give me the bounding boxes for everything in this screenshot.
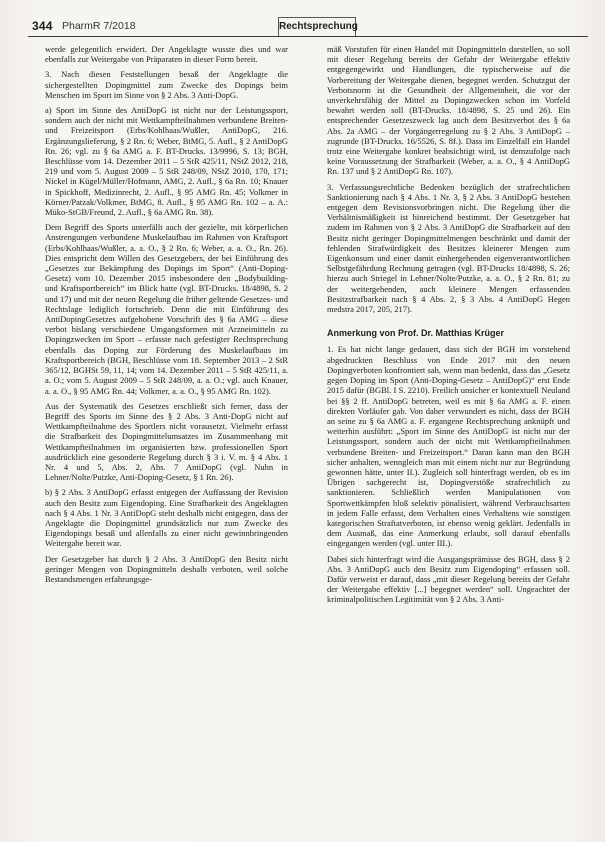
paragraph: Aus der Systematik des Gesetzes erschließt sich ferner, dass der Begriff des Sports im Sinne des § 2 Abs. 3 Anti-DopG nicht auf Wettkampfteilnahme des Sportlers nicht vorausetzt. Vielmehr erfasst die Strafbarkeit des Dopingmittelumsatzes im Zusammenhang mit Wettkampfteilnahmen im organisierten bzw. professionellen Sport ausdrücklich eine gesonderte Regelung durch § 3 i. V. m. § 4 Abs. 1 Nr. 4 und 5, Abs. 2, Abs. 7 AntiDopG (vgl. Nuhn in Lehner/Nolte/Putzke, Anti-Doping-Gesetz, § 1 Rn. 26). [45,400,288,483]
paragraph: a) Sport im Sinne des AntiDopG ist nicht nur der Leistungssport, sondern auch der nicht mit Wettkampfteilnahmen verbundene Breiten- und Freizeitsport (Erbs/Kohlhaas/Wußler, AntiDopG, 216. Ergänzungslieferung, § 2 Rn. 6; Weber, BtMG, 5. Aufl., § 2 AntiDopG Rn. 26; vgl. zu § 6a AMG a. F. BT-Drucks. 13/9996, S. 13; BGH, Beschlüsse vom 14. Dezember 2011 – 5 StR 425/11, NStZ 2012, 218, 219 und vom 5. August 2009 – 5 StR 248/09, NStZ 2010, 170, 171; Nickel in Kügel/Müller/Hofmann, AMG, 2. Aufl., § 6a Rn. 10; Knauer in Spickhoff, Medizinrecht, 2. Aufl., § 95 AMG Rn. 45; Volkmer in Körner/Patzak/Volkmer, BtMG, 8. Aufl., § 95 AMG Rn. 102 – a. A.: Müko-StGB/Freund, 2. Aufl., § 6a AMG Rn. 38). [45,105,288,218]
journal-issue: PharmR 7/2018 [62,20,136,32]
paragraph: 3. Verfassungsrechtliche Bedenken bezüglich der strafrechtlichen Sanktionierung nach § 4 Abs. 1 Nr. 3, § 2 Abs. 3 AntiDopG bestehen entgegen dem Revisionsvorbringen nicht. Die Regelung über die Verhältnismäßigkeit ist hinreichend bestimmt. Der Gesetzgeber hat zudem im Rahmen von § 2 Abs. 3 AntiDopG die Strafbarkeit auf den Besitz nicht geringer Dopingmittelmengen beschränkt und damit der fehlenden Strafwürdigkeit des Besitzes kleinerer Mengen zum Eigenkonsum und einer damit einhergehenden eigenverantwortlichen Selbstgefährdung Rechnung getragen (vgl. BT-Drucks 18/4898, S. 26; hierzu auch Striegel in Lehner/Nolte/Putzke, a. a. O., § 2 Rn. 81; zu der weitergehenden, auch kleinere Mengen erfassenden Besitzstrafbarkeit nach § 4 Abs. 2, § 3 Abs. 4 AntiDopG Hegen medstra 2017, 205, 217). [327,181,570,315]
section-title: Rechtsprechung [278,17,356,36]
paragraph: b) § 2 Abs. 3 AntiDopG erfasst entgegen der Auffassung der Revision auch den Besitz zum Eigendoping. Eine Strafbarkeit des Angeklagten nach § 4 Abs. 1 Nr. 3 AntiDopG steht deshalb nicht entgegen, dass der Angeklagte die Dopingmittel grundsätzlich nur zum Zwecke des Eigendopings besaß und allenfalls zu einer nicht gewinnbringenden Weitergabe bereit war. [45,487,288,549]
header-rule [28,36,588,37]
left-column [45,44,288,834]
paragraph: mäß Vorstufen für einen Handel mit Dopingmitteln darstellen, so soll mit dieser Regelung bereits der Gefahr der Weitergabe effektiv entgegengewirkt und Handlungen, die typischerweise auf die Vorbereitung der Weitergabe dienen, begegnet werden. Schutzgut der Verbotsnorm ist die Gesundheit der Allgemeinheit, die vor der unverkehrsfähig der Mittel zu Dopingzwecken schon im Vorfeld bewahrt werden soll (BT-Drucks. 18/4898, S. 25 und 26). Ein entsprechender Gesetzeszweck lag auch dem Besitzverbot des § 6a Abs. 2a AMG – der Vorgängerregelung zu § 2 Abs. 3 AntiDopG – zugrunde (BT-Drucks. 16/5526, S. 8f.). Dass im Einzelfall ein Handel trotz eine Weitergabe konkret beabsichtigt wird, ist demzufolge nach keine Voraussetzung der Strafbarkeit (Weber, a. a. O., § 4 AntiDopG Rn. 137 und § 2 AntiDopG Rn. 107). [327,44,570,177]
paragraph: werde gelegentlich erwidert. Der Angeklagte wusste dies und war ebenfalls zur Weitergabe von Präparaten in dieser Form bereit. [45,44,288,65]
page-number: 344 [32,19,53,33]
paragraph: Dem Begriff des Sports unterfällt auch der gezielte, mit körperlichen Anstrengungen verbundene Muskelaufbau im Rahmen von Kraftsport (Erbs/Kohlhaas/Wußler, a. a. O., § 2 Rn. 6; Weber, a. a. O., Rn. 26). Dies entspricht dem Willen des Gesetzgebers, der bei Einführung des „Gesetzes zur Bekämpfung des Dopings im Sport“ (Anti-Doping-Gesetz) vom 10. Dezember 2015 insbesondere den „Bodybuilding- und Kraftsportbereich“ im Blick hatte (vgl. BT-Drucks. 18/4898, S. 2 und 17) und mit der neuen Regelung die früher geltende Gesetzes- und Rechtslage lediglich fortschrieb. Denn die mit Einführung des AntiDopingGesetzes aufgehobene Vorschrift des § 6a AMG – diese verbot bislang verschiedene Umgangsformen mit Arzneimitteln zu Dopingzwecken im Sport – erfasste nach gefestigter Rechtsprechung ebenfalls das Doping zur Förderung des Muskelaufbaus im Kraftsportbereich (BGH, Beschlüsse vom 18. September 2013 – 2 StR 365/12, BGHSt 59, 11, 14; vom 14. Dezember 2011 – 5 StR 425/11, a. a. O.; vom 5. August 2009 – 5 StR 248/09, a. a. O.; vgl. auch Knauer, a. a. O., § 95 AMG Rn. 44; Volkmer, a. a. O., § 95 AMG Rn. 102). [45,222,288,396]
annotation-heading: Anmerkung von Prof. Dr. Matthias Krüger [327,328,505,339]
paragraph: Der Gesetzgeber hat durch § 2 Abs. 3 AntiDopG den Besitz nicht geringer Mengen von Dopingmitteln deshalb verboten, weil solche Bestandsmengen erfahrungsge- [45,553,288,584]
paragraph: Dabei sich hinterfragt wird die Ausgangsprämisse des BGH, dass § 2 Abs. 3 AntiDopG auch den Besitz zum Eigendoping“ erfassen soll. Dafür verweist er darauf, dass „mit dieser Regelung bereits der Gefahr der Weitergabe effektiv [...] begegnet werden“ soll. Ungeachtet der kriminalpolitischen Legitimität von § 2 Abs. 3 Anti- [327,553,570,605]
paragraph: 1. Es hat nicht lange gedauert, dass sich der BGH im vorstehend abgedruckten Beschluss von Ende 2017 mit den neuen Dopingverboten konfrontiert sah, wenn man bedenkt, dass das „Gesetz gegen Doping im Sport (Anti-Doping-Gesetz – AntiDopG)“ erst Ende 2015 dafür (BGBl. I S. 2210). Freilich unsicher er kontextuell Neuland bei §§ 2 ff. AntiDopG betreten, weil es mit § 6a AMG a. F. einen direkten Vorläufer gab. Von daher verwundert es nicht, dass der BGH an seine zu § 6a AMG a. F. ergangene Rechtsprechung anknüpft und weiterhin ausführt: „Sport im Sinne des AntiDopG ist nicht nur der Leistungssport, sondern auch der nicht mit Wettkampfteilnahmen verbundene Breiten- und Freizeitsport.“ Daran kann man den BGH sicher anhalten, wenngleich man mit einem nicht nur zur Begründung gewonnen hätte, unter II.). Zugleich soll hinterfragt werden, ob es im Übrigen sachgerecht ist, Dopingverstöße strafrechtlich zu sanktionieren. Schließlich werden Manipulationen von Sportwettkämpfen bloß selektiv pönalisiert, während Verbrauchsarten in jedem Falle erfasst, dem Verhalten eines Verhaltens wie sonstigen kategorischen Straftatverboten, ist ebenso wenig geklärt. Jedenfalls in dem Ausmaß, das eine Anmerkung erlaubt, soll darauf ebenfalls eingegangen werden (vgl. unter III.). [327,344,570,549]
right-column [327,44,570,834]
paragraph: 3. Nach diesen Feststellungen besaß der Angeklagte die sichergestellten Dopingmittel zum Zwecke des Dopings beim Menschen im Sport im Sinne von § 2 Abs. 3 Anti-DopG. [45,69,288,100]
